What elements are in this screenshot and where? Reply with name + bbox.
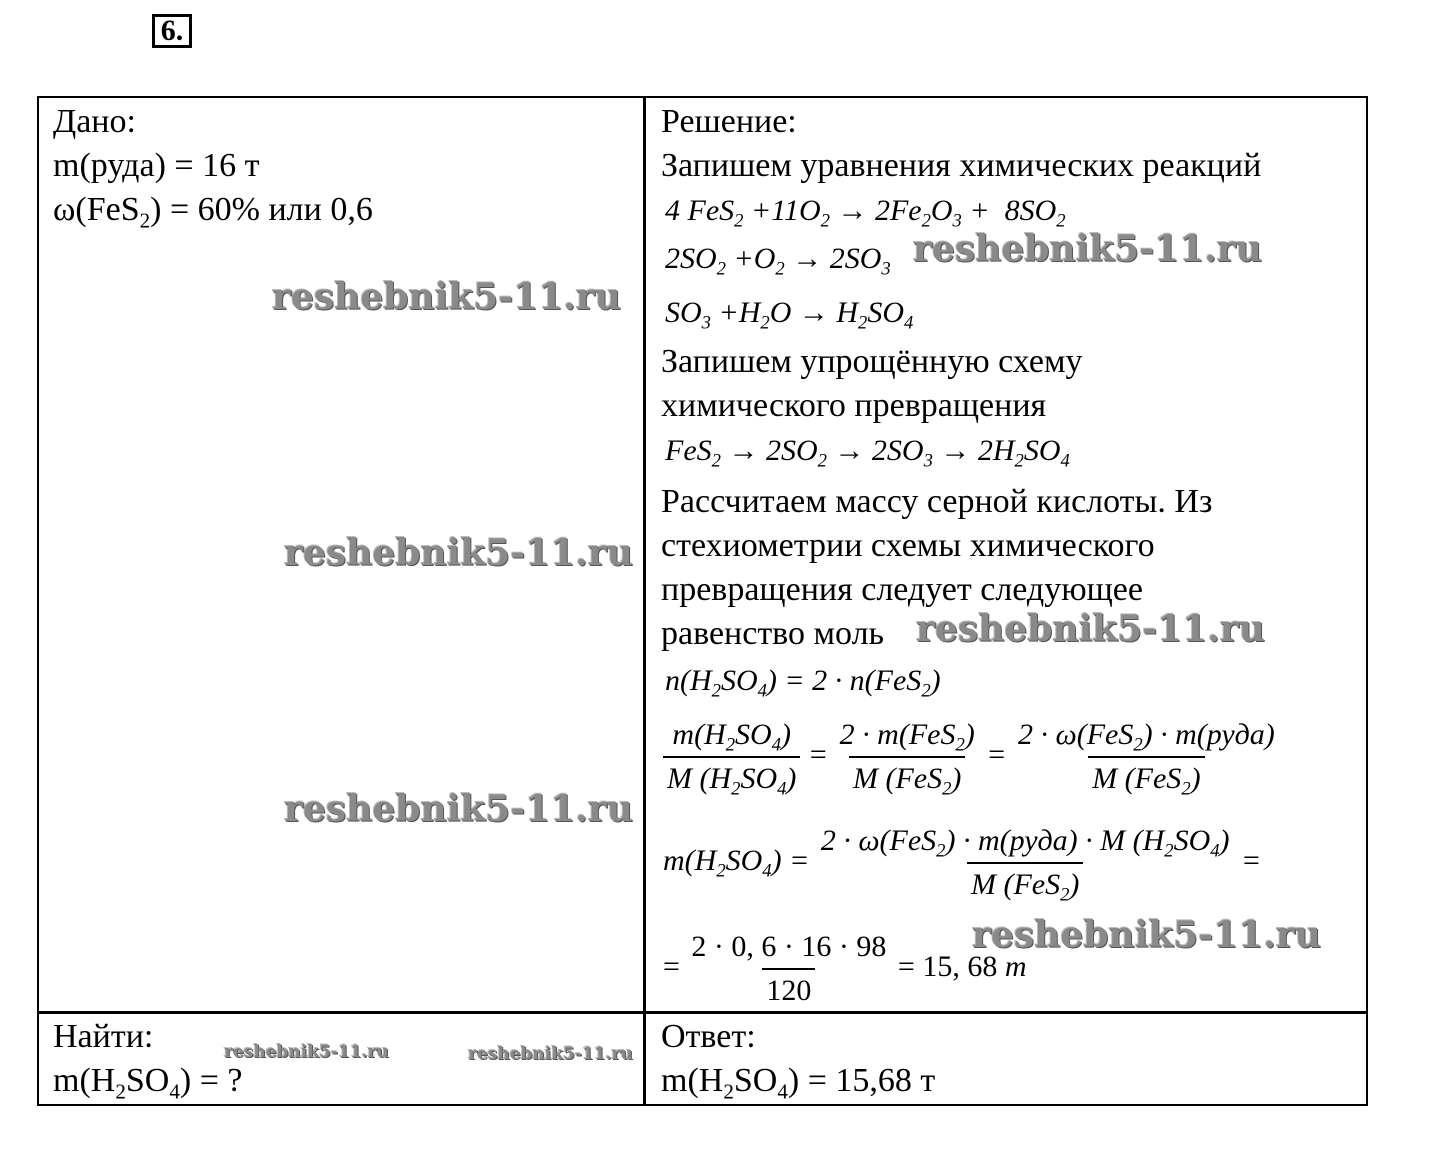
watermark: reshebnik5-11.ru (468, 1044, 633, 1064)
given-title: Дано: (53, 103, 136, 140)
calc-text-2: стехиометрии схемы химического (661, 527, 1155, 564)
find-title: Найти: (53, 1018, 154, 1055)
watermark: reshebnik5-11.ru (224, 1042, 389, 1062)
problem-number: 6. (152, 14, 192, 48)
watermark: reshebnik5-11.ru (284, 532, 633, 574)
calc-text-1: Рассчитаем массу серной кислоты. Из (661, 483, 1213, 520)
answer-title: Ответ: (661, 1018, 756, 1055)
mass-ratio-equation: $\frac{m(H_2SO_4)}{M (H_2SO_4)}$ = $\frac{2 \cdot m(FeS_2)}{M (FeS_2)}$ = $\frac{2 \cdot \omega(FeS_2) \cdot m(руда)}{M (FeS_2)}$ (663, 718, 1279, 796)
scheme-intro-1: Запишем упрощённую схему (661, 343, 1083, 380)
given-ore-mass: m(руда) = 16 т (53, 147, 260, 184)
reaction-2: $2SO_2 +O_2 \to 2SO_3$ (665, 242, 891, 280)
reaction-3: $SO_3 +H_2O \to H_2SO_4$ (665, 296, 914, 334)
answer-cell (643, 1011, 1368, 1106)
final-calculation: = $\frac{2 \cdot 0, 6 \cdot 16 \cdot 98}{120}$ = 15, 68 т (663, 930, 1027, 1007)
mole-equality: $n(H_2SO_4) = 2 \cdot n(FeS_2)$ (665, 664, 941, 702)
solution-title: Решение: (661, 103, 797, 140)
answer-value: $m(H_2SO_4) = 15,68$ т (661, 1062, 936, 1104)
mass-formula: $m(H_2SO_4)$ = $\frac{2 \cdot \omega(FeS_2) \cdot m(руда) \cdot M (H_2SO_4)}{M (FeS_2)}$ = (663, 824, 1262, 906)
scheme-chain: $FeS_2 \to 2SO_2 \to 2SO_3 \to 2H_2SO_4$ (665, 434, 1070, 472)
watermark: reshebnik5-11.ru (284, 788, 633, 830)
watermark: reshebnik5-11.ru (972, 914, 1321, 956)
calc-text-4: равенство моль (661, 615, 885, 652)
solution-intro: Запишем уравнения химических реакций (661, 147, 1262, 184)
find-target: $m(H_2SO_4)$ = ? (53, 1062, 243, 1104)
watermark: reshebnik5-11.ru (916, 608, 1265, 650)
scheme-intro-2: химического превращения (661, 387, 1047, 424)
reaction-1: 4 $FeS_2 +11O_2 \to 2Fe_2O_3 + 8SO_2$ (665, 194, 1066, 232)
watermark: reshebnik5-11.ru (913, 228, 1262, 270)
given-mass-fraction: ω(FeS$_2$) = 60% или 0,6 (53, 191, 373, 233)
calc-text-3: превращения следует следующее (661, 571, 1143, 608)
watermark: reshebnik5-11.ru (272, 276, 621, 318)
